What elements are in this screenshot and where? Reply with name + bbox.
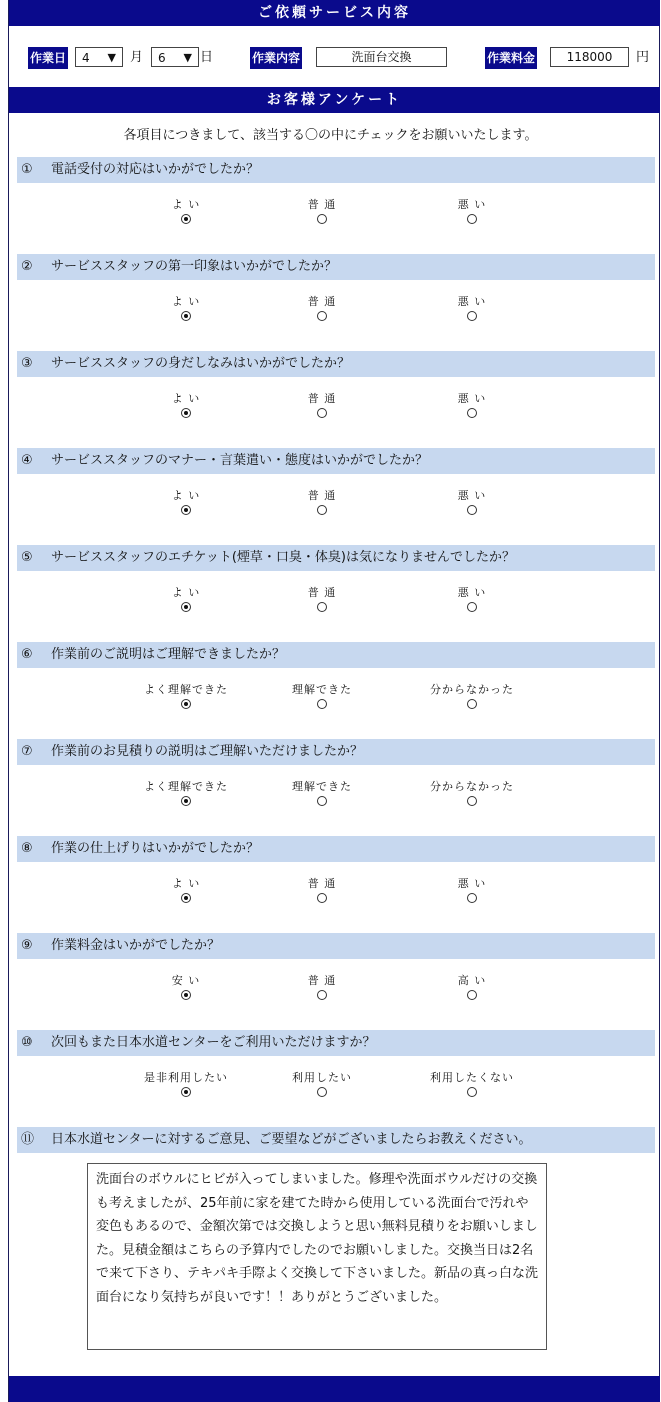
day-unit: 日	[200, 50, 214, 65]
radio-button[interactable]	[317, 602, 327, 612]
survey-intro: 各項目につきまして、該当する〇の中にチェックをお願いいたします。	[123, 128, 538, 143]
radio-button[interactable]	[181, 602, 191, 612]
question-number: ④	[21, 453, 33, 468]
radio-button[interactable]	[317, 893, 327, 903]
question-text: 作業前のご説明はご理解できましたか？	[51, 647, 286, 662]
question-number: ①	[21, 162, 33, 177]
radio-button[interactable]	[317, 990, 327, 1000]
option-label: 分からなかった	[430, 780, 514, 793]
option-1-1[interactable]	[131, 198, 241, 224]
question-text: 作業の仕上げりはいかがでしたか？	[51, 841, 260, 856]
radio-button[interactable]	[181, 893, 191, 903]
day-select[interactable]	[151, 47, 199, 67]
radio-button[interactable]	[317, 505, 327, 515]
radio-button[interactable]	[467, 311, 477, 321]
question-3	[17, 351, 655, 377]
option-10-2[interactable]	[267, 1071, 377, 1097]
option-4-1[interactable]	[131, 489, 241, 515]
fee-unit: 円	[636, 50, 650, 65]
option-5-1[interactable]	[131, 586, 241, 612]
question-5	[17, 545, 655, 571]
radio-button[interactable]	[181, 699, 191, 709]
radio-button[interactable]	[181, 990, 191, 1000]
radio-button[interactable]	[181, 311, 191, 321]
question-text: 作業前のお見積りの説明はご理解いただけましたか？	[51, 744, 364, 759]
option-9-3[interactable]	[417, 974, 527, 1000]
radio-button[interactable]	[317, 1087, 327, 1097]
option-8-3[interactable]	[417, 877, 527, 903]
work-content-label: 作業内容	[250, 47, 302, 69]
question-1	[17, 157, 655, 183]
option-9-2[interactable]	[267, 974, 377, 1000]
option-label: よ い	[171, 392, 201, 405]
work-date-label: 作業日	[28, 47, 68, 69]
question-text: サービススタッフの第一印象はいかがでしたか？	[51, 259, 338, 274]
question-9	[17, 933, 655, 959]
work-info-row	[0, 46, 661, 70]
service-header-title: ご依頼サービス内容	[258, 5, 411, 21]
question-text: サービススタッフの身だしなみはいかがでしたか？	[51, 356, 351, 371]
day-value: 6	[158, 51, 166, 65]
radio-button[interactable]	[467, 699, 477, 709]
question-number: ⑧	[21, 841, 33, 856]
option-label: よく理解できた	[144, 780, 228, 793]
comment-textarea[interactable]: 洗面台のボウルにヒビが入ってしまいました。修理や洗面ボウルだけの交換も考えましたが、25年前に家を建てた時から使用している洗面台で汚れや変色もあるので、金額次第では交換しようと思い無料見積りをお願いしました。見積金額はこちらの予算内でしたのでお願いしました。交換当日は2名で来て下さり、テキパキ手際よく交換して下さいました。新品の真っ白な洗面台になり気持ちが良いです！！ありがとうございました。	[87, 1163, 547, 1350]
option-2-1[interactable]	[131, 295, 241, 321]
option-1-3[interactable]	[417, 198, 527, 224]
option-label: 高 い	[457, 974, 487, 987]
question-text: 電話受付の対応はいかがでしたか？	[51, 162, 260, 177]
service-header	[9, 0, 660, 26]
question-text: サービススタッフのマナー・言葉遣い・態度はいかがでしたか？	[51, 453, 429, 468]
work-fee-value: 118000	[566, 50, 613, 64]
option-2-2[interactable]	[267, 295, 377, 321]
option-label: 利用したくない	[430, 1071, 514, 1084]
month-unit: 月	[130, 50, 144, 65]
survey-header	[9, 87, 660, 113]
chevron-down-icon: ▼	[183, 51, 192, 64]
radio-button[interactable]	[467, 893, 477, 903]
radio-button[interactable]	[317, 311, 327, 321]
option-label: 普 通	[307, 392, 337, 405]
option-8-2[interactable]	[267, 877, 377, 903]
month-value: 4	[82, 51, 90, 65]
option-label: よ い	[171, 877, 201, 890]
option-5-3[interactable]	[417, 586, 527, 612]
question-11	[17, 1127, 655, 1153]
question-number: ⑪	[21, 1132, 35, 1147]
month-select[interactable]	[75, 47, 123, 67]
option-label: 分からなかった	[430, 683, 514, 696]
option-6-1[interactable]	[131, 683, 241, 709]
radio-button[interactable]	[467, 990, 477, 1000]
option-label: よ い	[171, 489, 201, 502]
work-fee-field[interactable]	[550, 47, 629, 67]
question-text: 次回もまた日本水道センターをご利用いただけますか？	[51, 1035, 376, 1050]
option-label: よく理解できた	[144, 683, 228, 696]
question-2	[17, 254, 655, 280]
radio-button[interactable]	[317, 214, 327, 224]
question-8	[17, 836, 655, 862]
question-text: サービススタッフのエチケット(煙草・口臭・体臭)は気になりませんでしたか？	[51, 550, 515, 565]
radio-button[interactable]	[467, 1087, 477, 1097]
footer-band	[9, 1376, 660, 1402]
option-label: 理解できた	[292, 683, 352, 696]
question-number: ⑤	[21, 550, 33, 565]
option-4-3[interactable]	[417, 489, 527, 515]
work-content-value: 洗面台交換	[351, 50, 412, 64]
option-label: 悪 い	[457, 586, 487, 599]
option-1-2[interactable]	[267, 198, 377, 224]
radio-button[interactable]	[181, 1087, 191, 1097]
option-10-1[interactable]	[131, 1071, 241, 1097]
option-7-1[interactable]	[131, 780, 241, 806]
option-4-2[interactable]	[267, 489, 377, 515]
work-content-field[interactable]	[316, 47, 447, 67]
option-8-1[interactable]	[131, 877, 241, 903]
option-3-1[interactable]	[131, 392, 241, 418]
radio-button[interactable]	[181, 796, 191, 806]
option-5-2[interactable]	[267, 586, 377, 612]
question-text: 作業料金はいかがでしたか？	[51, 938, 221, 953]
option-label: 悪 い	[457, 198, 487, 211]
option-3-3[interactable]	[417, 392, 527, 418]
question-number: ⑩	[21, 1035, 33, 1050]
radio-button[interactable]	[317, 699, 327, 709]
radio-button[interactable]	[317, 796, 327, 806]
option-label: 悪 い	[457, 392, 487, 405]
option-label: よ い	[171, 586, 201, 599]
radio-button[interactable]	[181, 408, 191, 418]
option-3-2[interactable]	[267, 392, 377, 418]
question-number: ③	[21, 356, 33, 371]
option-7-2[interactable]	[267, 780, 377, 806]
option-label: 普 通	[307, 586, 337, 599]
chevron-down-icon: ▼	[107, 51, 116, 64]
option-label: 悪 い	[457, 295, 487, 308]
option-label: 利用したい	[292, 1071, 352, 1084]
option-label: 悪 い	[457, 489, 487, 502]
radio-button[interactable]	[467, 796, 477, 806]
radio-button[interactable]	[467, 214, 477, 224]
option-label: 理解できた	[292, 780, 352, 793]
question-10	[17, 1030, 655, 1056]
radio-button[interactable]	[467, 505, 477, 515]
question-number: ⑨	[21, 938, 33, 953]
radio-button[interactable]	[181, 505, 191, 515]
radio-button[interactable]	[181, 214, 191, 224]
option-7-3[interactable]	[417, 780, 527, 806]
option-label: 普 通	[307, 295, 337, 308]
work-fee-label: 作業料金	[485, 47, 537, 69]
option-label: 安 い	[171, 974, 201, 987]
option-label: 普 通	[307, 489, 337, 502]
question-7	[17, 739, 655, 765]
option-6-3[interactable]	[417, 683, 527, 709]
option-label: 悪 い	[457, 877, 487, 890]
option-2-3[interactable]	[417, 295, 527, 321]
survey-header-title: お客様アンケート	[266, 92, 403, 108]
option-label: 普 通	[307, 974, 337, 987]
option-9-1[interactable]	[131, 974, 241, 1000]
option-label: よ い	[171, 198, 201, 211]
question-number: ②	[21, 259, 33, 274]
option-label: 普 通	[307, 198, 337, 211]
option-label: 普 通	[307, 877, 337, 890]
question-4	[17, 448, 655, 474]
option-6-2[interactable]	[267, 683, 377, 709]
option-label: よ い	[171, 295, 201, 308]
question-number: ⑦	[21, 744, 33, 759]
question-text: 日本水道センターに対するご意見、ご要望などがございましたらお教えください。	[51, 1132, 532, 1147]
radio-button[interactable]	[317, 408, 327, 418]
radio-button[interactable]	[467, 408, 477, 418]
option-10-3[interactable]	[417, 1071, 527, 1097]
question-6	[17, 642, 655, 668]
radio-button[interactable]	[467, 602, 477, 612]
option-label: 是非利用したい	[144, 1071, 228, 1084]
question-number: ⑥	[21, 647, 33, 662]
